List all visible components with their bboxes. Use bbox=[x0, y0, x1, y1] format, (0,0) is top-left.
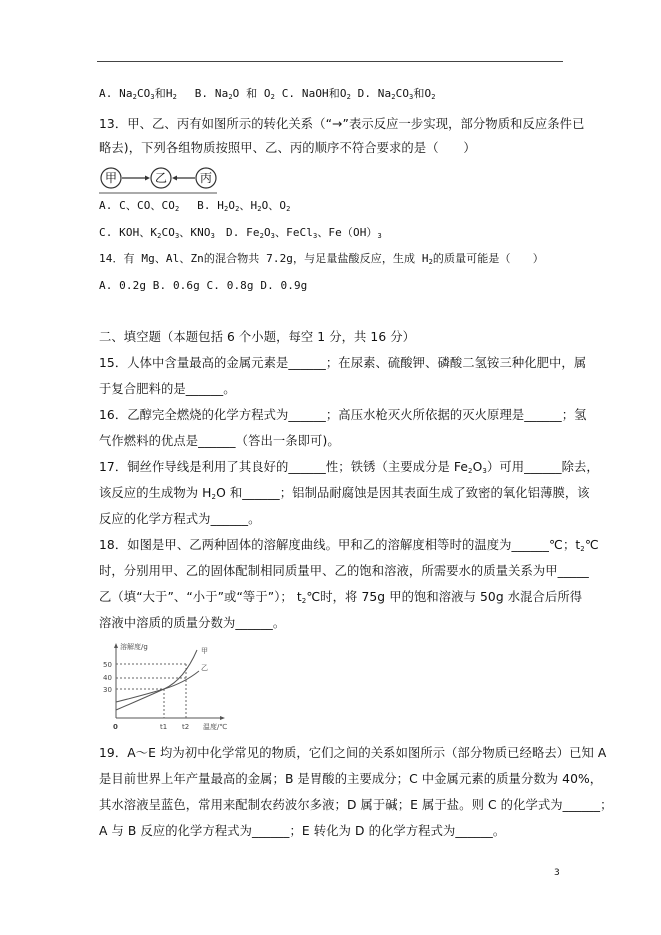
text-line bbox=[99, 511, 260, 527]
subscript: 2 bbox=[224, 205, 229, 213]
text-line bbox=[99, 615, 285, 631]
text-segment: C. NaOH和O bbox=[274, 87, 347, 100]
text-segment: 是目前世界上年产量最高的金属；B 是胃酸的主要成分；C 中金属元素的质量分数为 40%， bbox=[99, 772, 603, 786]
text-line bbox=[99, 433, 340, 449]
subscript: 2 bbox=[259, 232, 264, 240]
text-line bbox=[99, 537, 599, 557]
subscript: 2 bbox=[235, 205, 240, 213]
text-segment: 13．甲、乙、丙有如图所示的转化关系（“→”表示反应一步实现，部分物质和反应条件已 bbox=[99, 117, 585, 131]
subscript: 2 bbox=[580, 545, 585, 553]
text-segment: 略去)，下列各组物质按照甲、乙、丙的顺序不符合要求的是（ ） bbox=[99, 141, 476, 155]
text-segment: O 和______；铝制品耐腐蚀是因其表面生成了致密的氧化铝薄膜，该 bbox=[216, 486, 590, 500]
subscript: 3 bbox=[313, 232, 318, 240]
text-line bbox=[99, 116, 584, 132]
text-segment: B. H bbox=[179, 199, 225, 212]
text-segment: 反应的化学方程式为______。 bbox=[99, 512, 261, 526]
conversion-diagram bbox=[99, 166, 219, 194]
text-line bbox=[99, 589, 582, 609]
header-rule bbox=[97, 61, 563, 62]
text-line bbox=[99, 563, 589, 579]
text-segment: 19．A～E 均为初中化学常见的物质，它们之间的关系如图所示（部分物质已经略去）已知 A bbox=[99, 746, 607, 760]
subscript: 2 bbox=[428, 258, 433, 266]
subscript: 2 bbox=[391, 93, 396, 101]
text-segment: C. KOH、K bbox=[99, 226, 158, 239]
subscript: 2 bbox=[172, 93, 177, 101]
subscript: 2 bbox=[157, 232, 162, 240]
series-label-yi: 乙 bbox=[201, 664, 208, 672]
text-line bbox=[99, 485, 590, 505]
subscript: 3 bbox=[270, 232, 275, 240]
text-segment: B. Na bbox=[176, 87, 229, 100]
text-segment: O bbox=[472, 460, 483, 474]
node-jia: 甲 bbox=[104, 171, 118, 185]
x-tick-t2: t2 bbox=[182, 723, 190, 731]
subscript: 2 bbox=[301, 597, 307, 605]
node-yi: 乙 bbox=[154, 171, 168, 185]
text-segment: D. Na bbox=[350, 87, 392, 100]
text-line bbox=[99, 745, 606, 761]
text-segment: 该反应的生成物为 H bbox=[99, 486, 212, 500]
curve-yi bbox=[116, 671, 199, 702]
subscript: 3 bbox=[482, 467, 487, 475]
text-segment: A. C、CO、CO bbox=[99, 199, 175, 212]
text-line bbox=[99, 278, 307, 294]
subscript: 3 bbox=[174, 232, 180, 240]
text-line bbox=[99, 823, 505, 839]
text-segment: 和H bbox=[154, 87, 173, 100]
text-segment: ℃ bbox=[584, 538, 599, 552]
subscript: 3 bbox=[150, 93, 155, 101]
text-line bbox=[99, 459, 599, 479]
text-line bbox=[99, 771, 602, 787]
text-segment: 16．乙醇完全燃烧的化学方程式为______；高压水枪灭火所依据的灭火原理是______；氢 bbox=[99, 408, 587, 422]
subscript: 2 bbox=[431, 93, 436, 101]
text-line bbox=[99, 251, 544, 270]
subscript: 2 bbox=[468, 467, 473, 475]
text-segment: CO bbox=[161, 226, 175, 239]
text-line bbox=[99, 140, 476, 156]
node-bing: 丙 bbox=[199, 171, 213, 185]
text-segment: O 和 O bbox=[232, 87, 271, 100]
text-segment: O、O bbox=[261, 199, 287, 212]
subscript: 2 bbox=[257, 205, 262, 213]
solubility-graph bbox=[99, 640, 239, 732]
text-segment: 18．如图是甲、乙两种固体的溶解度曲线。甲和乙的溶解度相等时的温度为______℃；t bbox=[99, 538, 581, 552]
text-segment: 17．铜丝作导线是利用了其良好的______性；铁锈（主要成分是 Fe bbox=[99, 460, 469, 474]
text-segment: 15．人体中含量最高的金属元素是______；在尿素、硫酸钾、磷酸二氢铵三种化肥中，属 bbox=[99, 356, 587, 370]
origin-label: 0 bbox=[113, 723, 118, 731]
text-segment: A 与 B 反应的化学方程式为______；E 转化为 D 的化学方程式为______。 bbox=[99, 824, 506, 838]
subscript: 2 bbox=[132, 93, 137, 101]
text-segment: O bbox=[263, 226, 271, 239]
text-segment: 气作燃料的优点是______（答出一条即可)。 bbox=[99, 434, 340, 448]
text-segment: 、KNO bbox=[179, 226, 211, 239]
text-segment: CO bbox=[395, 87, 410, 100]
text-segment: ℃时，将 75g 甲的饱和溶液与 50g 水混合后所得 bbox=[306, 590, 583, 604]
text-segment: 、Fe（OH） bbox=[317, 226, 378, 239]
subscript: 3 bbox=[210, 232, 215, 240]
text-line bbox=[99, 797, 613, 813]
text-segment: A. 0.2g B. 0.6g C. 0.8g D. 0.9g bbox=[99, 279, 308, 292]
text-segment: 其水溶液呈蓝色，常用来配制农药波尔多液；D 属于碱；E 属于盐。则 C 的化学式为______； bbox=[99, 798, 613, 812]
text-segment: ）可用______除去， bbox=[486, 460, 599, 474]
subscript: 2 bbox=[211, 493, 217, 501]
subscript: 2 bbox=[270, 93, 275, 101]
text-line bbox=[99, 329, 415, 345]
text-segment: 的质量可能是（ ） bbox=[432, 252, 544, 265]
text-segment: 于复合肥料的是______。 bbox=[99, 382, 236, 396]
subscript: 2 bbox=[286, 205, 291, 213]
y-tick-50: 50 bbox=[103, 661, 112, 669]
text-line bbox=[99, 355, 586, 371]
y-tick-30: 30 bbox=[103, 686, 112, 694]
text-line bbox=[99, 86, 436, 105]
text-segment: CO bbox=[136, 87, 151, 100]
subscript: 2 bbox=[228, 93, 233, 101]
text-segment: 、FeCl bbox=[275, 226, 313, 239]
text-segment: 二、填空题（本题包括 6 个小题，每空 1 分，共 16 分） bbox=[99, 330, 416, 344]
text-segment: 时，分别用甲、乙的固体配制相同质量甲、乙的饱和溶液，所需要水的质量关系为甲_____ bbox=[99, 564, 589, 578]
subscript: 3 bbox=[409, 93, 414, 101]
y-tick-40: 40 bbox=[103, 674, 112, 682]
text-segment: D. Fe bbox=[214, 226, 260, 239]
subscript: 3 bbox=[377, 232, 382, 240]
text-segment: 和O bbox=[413, 87, 432, 100]
series-label-jia: 甲 bbox=[201, 647, 208, 655]
y-axis-label: 溶解度/g bbox=[120, 643, 148, 651]
x-axis-label: 温度/℃ bbox=[203, 723, 228, 731]
text-line bbox=[99, 225, 382, 244]
subscript: 2 bbox=[346, 93, 351, 101]
text-segment: 、H bbox=[239, 199, 258, 212]
subscript: 2 bbox=[174, 205, 180, 213]
text-segment: O bbox=[228, 199, 236, 212]
text-segment: A. Na bbox=[99, 87, 133, 100]
x-tick-t1: t1 bbox=[160, 723, 168, 731]
text-segment: 乙（填“大于”、“小于”或“等于”）； t bbox=[99, 590, 302, 604]
page-number: 3 bbox=[554, 868, 560, 878]
text-segment: 14．有 Mg、Al、Zn的混合物共 7.2g，与足量盐酸反应，生成 H bbox=[99, 252, 429, 265]
text-line bbox=[99, 407, 587, 423]
text-line bbox=[99, 198, 290, 217]
text-line bbox=[99, 381, 236, 397]
text-segment: 溶液中溶质的质量分数为______。 bbox=[99, 616, 286, 630]
